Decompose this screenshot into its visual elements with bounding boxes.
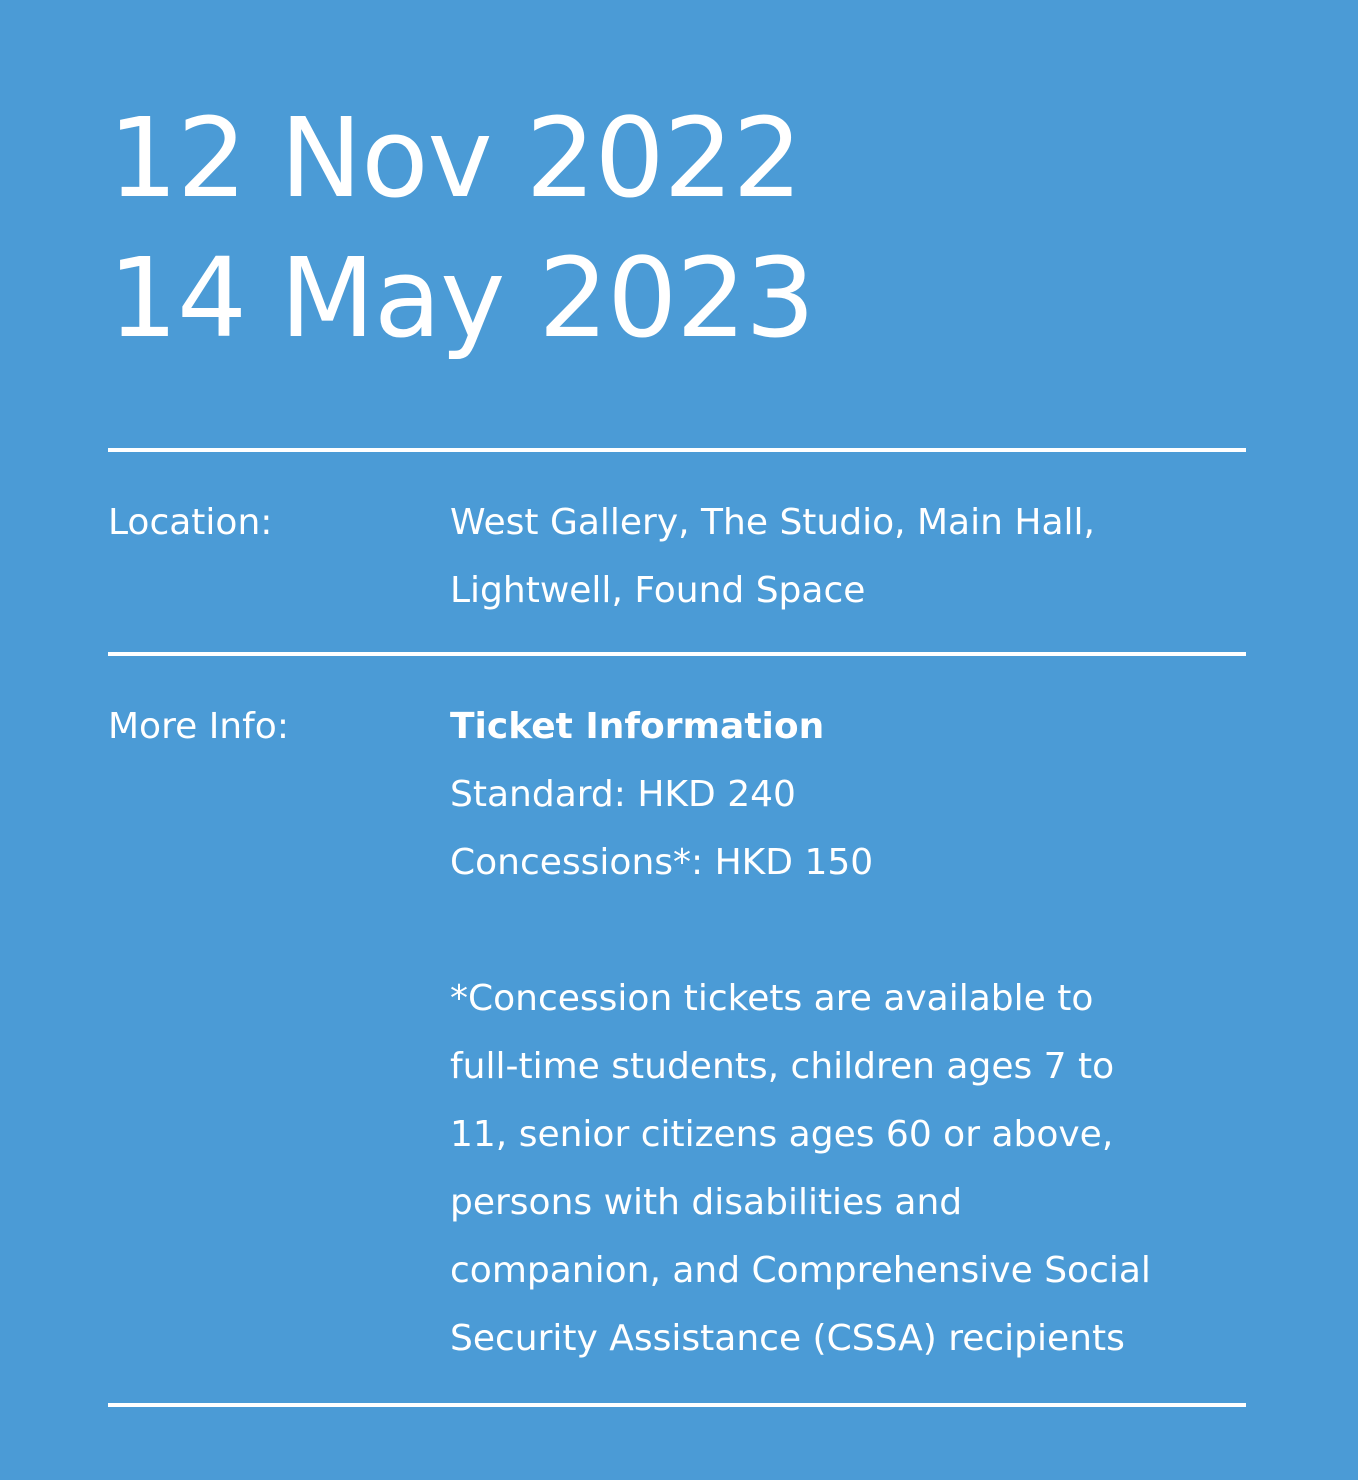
concession-note-line: persons with disabilities and	[450, 1182, 963, 1223]
concession-note-line: companion, and Comprehensive Social	[450, 1250, 1151, 1291]
concession-note-line: Security Assistance (CSSA) recipients	[450, 1318, 1125, 1359]
standard-price: Standard: HKD 240	[450, 774, 796, 815]
event-start-date: 12 Nov 2022	[108, 94, 802, 222]
paragraph-spacer	[450, 897, 1250, 965]
divider-middle	[108, 652, 1246, 656]
concession-note-line: 11, senior citizens ages 60 or above,	[450, 1114, 1114, 1155]
location-line-1: West Gallery, The Studio, Main Hall,	[450, 502, 1095, 543]
more-info-value	[450, 693, 1250, 1373]
location-line-2: Lightwell, Found Space	[450, 570, 866, 611]
location-label: Location:	[108, 502, 273, 543]
more-info-label: More Info:	[108, 706, 289, 747]
location-value	[450, 489, 1250, 625]
divider-bottom	[108, 1403, 1246, 1407]
event-dates	[108, 88, 814, 368]
divider-top	[108, 448, 1246, 452]
event-end-date: 14 May 2023	[108, 234, 815, 362]
concession-price: Concessions*: HKD 150	[450, 842, 874, 883]
concession-note-line: *Concession tickets are available to	[450, 978, 1094, 1019]
ticket-info-heading: Ticket Information	[450, 706, 825, 747]
concession-note-line: full-time students, children ages 7 to	[450, 1046, 1115, 1087]
